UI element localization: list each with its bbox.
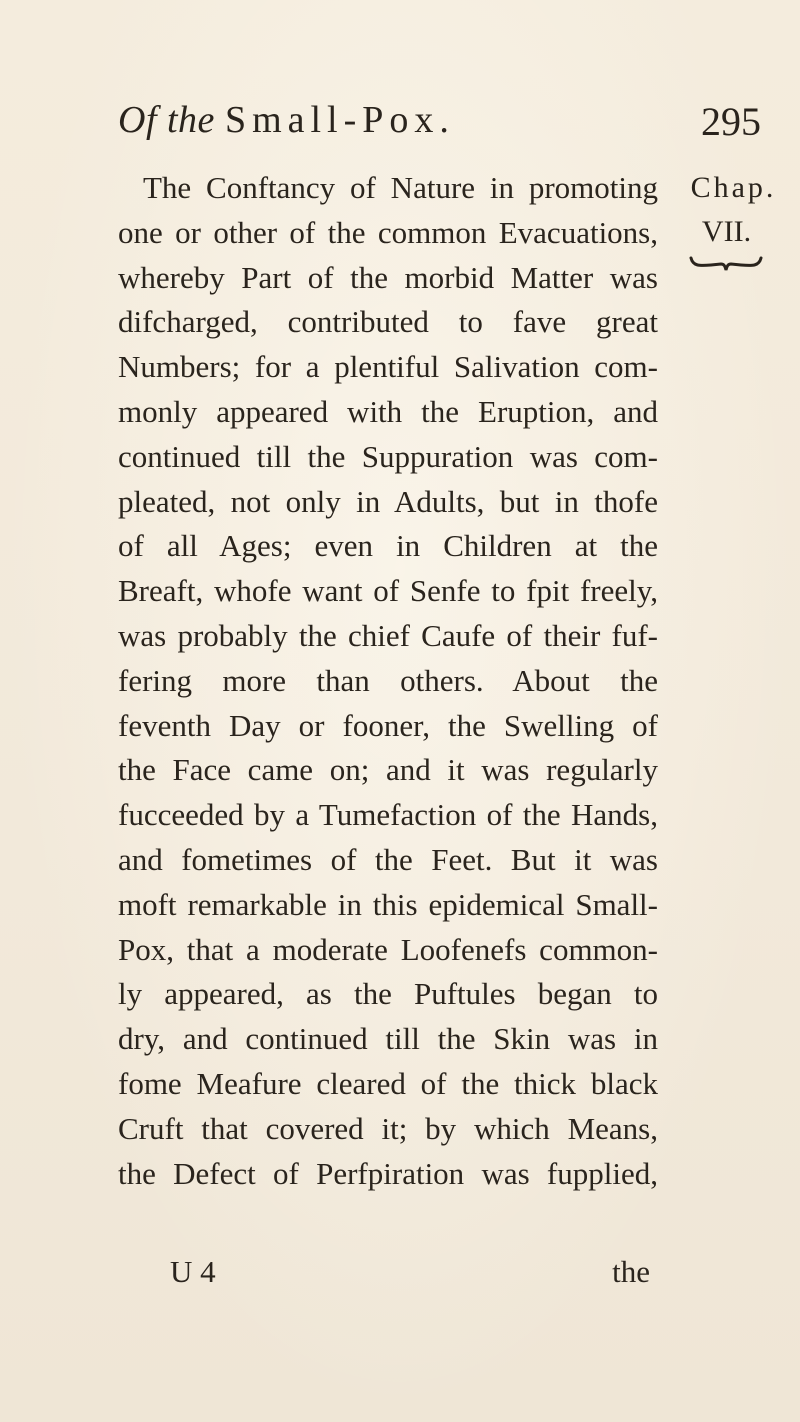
body-line: whereby Part of the morbid Matter was xyxy=(118,259,658,295)
body-line: monly appeared with the Eruption, and xyxy=(118,393,658,429)
margin-chapter-note xyxy=(667,166,800,272)
margin-chap-number: VII. xyxy=(701,215,752,248)
body-line: fome Meafure cleared of the thick black xyxy=(118,1065,658,1101)
catchline xyxy=(170,1248,650,1296)
body-line: continued till the Suppuration was com- xyxy=(118,438,658,474)
body-line: difcharged, contributed to fave great xyxy=(118,304,658,340)
brace-ornament-icon xyxy=(689,254,763,272)
running-head xyxy=(118,96,455,144)
body-line: fucceeded by a Tumefaction of the Hands, xyxy=(118,797,658,833)
body-line: dry, and continued till the Skin was in xyxy=(118,1021,658,1057)
body-line: fering more than others. About the xyxy=(118,662,658,698)
body-line: of all Ages; even in Children at the xyxy=(118,528,658,564)
running-head-title: Small-Pox. xyxy=(224,99,455,141)
body-line: The Conftancy of Nature in promoting xyxy=(143,170,658,205)
running-head-of-the: Of the xyxy=(118,99,215,141)
body-line: Pox, that a moderate Loofenefs common- xyxy=(118,931,658,967)
body-line: Cruft that covered it; by which Means, xyxy=(118,1110,658,1146)
body-line: and fometimes of the Feet. But it was xyxy=(118,841,658,877)
body-line: the Face came on; and it was regularly xyxy=(118,752,658,788)
body-line: Numbers; for a plentiful Salivation com- xyxy=(118,349,658,385)
page-number: 295 xyxy=(701,99,761,144)
margin-chap-label: Chap. xyxy=(690,171,777,204)
body-line: one or other of the common Evacuations, xyxy=(118,214,658,250)
catchword: the xyxy=(612,1254,650,1289)
body-line: pleated, not only in Adults, but in thofe xyxy=(118,483,658,519)
body-line: was probably the chief Caufe of their fuf- xyxy=(118,617,658,653)
body-text xyxy=(118,166,658,1196)
body-line: moft remarkable in this epidemical Small- xyxy=(118,886,658,922)
body-line: Breaft, whofe want of Senfe to fpit freely, xyxy=(118,573,658,609)
body-line: ly appeared, as the Puftules began to xyxy=(118,976,658,1012)
signature-mark: U 4 xyxy=(170,1254,216,1289)
body-line: feventh Day or fooner, the Swelling of xyxy=(118,707,658,743)
body-line: the Defect of Perfpiration was fupplied, xyxy=(118,1155,658,1191)
